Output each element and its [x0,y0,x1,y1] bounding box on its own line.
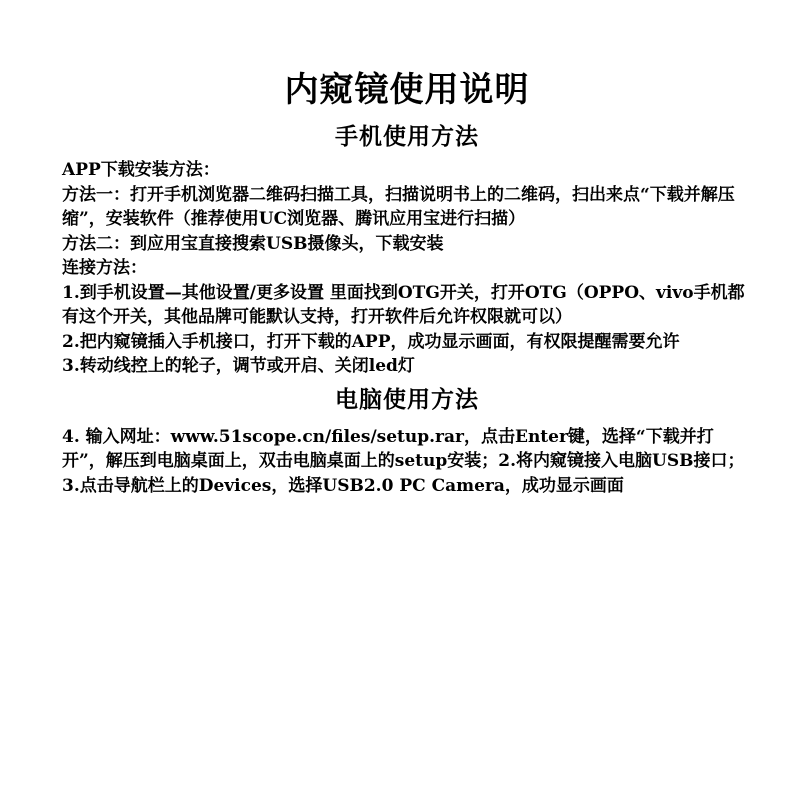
phone-line-method-one: 方法一：打开手机浏览器二维码扫描工具，扫描说明书上的二维码，扫出来点“下载并解压缩”，安装软件（推荐使用UC浏览器、腾讯应用宝进行扫描） [62,184,735,229]
phone-line-connect: 连接方法： [62,258,147,278]
phone-section [62,120,752,379]
phone-line-app-download: APP下载安装方法： [62,160,220,180]
phone-line-step-1: 1.到手机设置—其他设置/更多设置 里面找到OTG开关，打开OTG（OPPO、vivo手机都有这个开关，其他品牌可能默认支持，打开软件后允许权限就可以） [62,282,745,327]
phone-section-heading: 手机使用方法 [335,123,479,150]
phone-line-step-3: 3.转动线控上的轮子，调节或开启、关闭led灯 [62,356,415,376]
pc-section [62,383,752,499]
phone-line-method-two: 方法二：到应用宝直接搜索USB摄像头，下载安装 [62,233,444,254]
pc-line-instructions: 4. 输入网址：www.51scope.cn/files/setup.rar，点击Enter键，选择“下载并打开”，解压到电脑桌面上，双击电脑桌面上的setup安装；2.将内窥镜接入电脑USB接口；3.点击导航栏上的Devices，选择USB2.0 PC Camera，成功显示画面 [62,426,745,496]
document-title: 内窥镜使用说明 [284,70,530,110]
pc-section-heading: 电脑使用方法 [335,385,479,413]
instruction-document [62,66,752,498]
phone-line-step-2: 2.把内窥镜插入手机接口，打开下载的APP，成功显示画面，有权限提醒需要允许 [62,331,680,352]
